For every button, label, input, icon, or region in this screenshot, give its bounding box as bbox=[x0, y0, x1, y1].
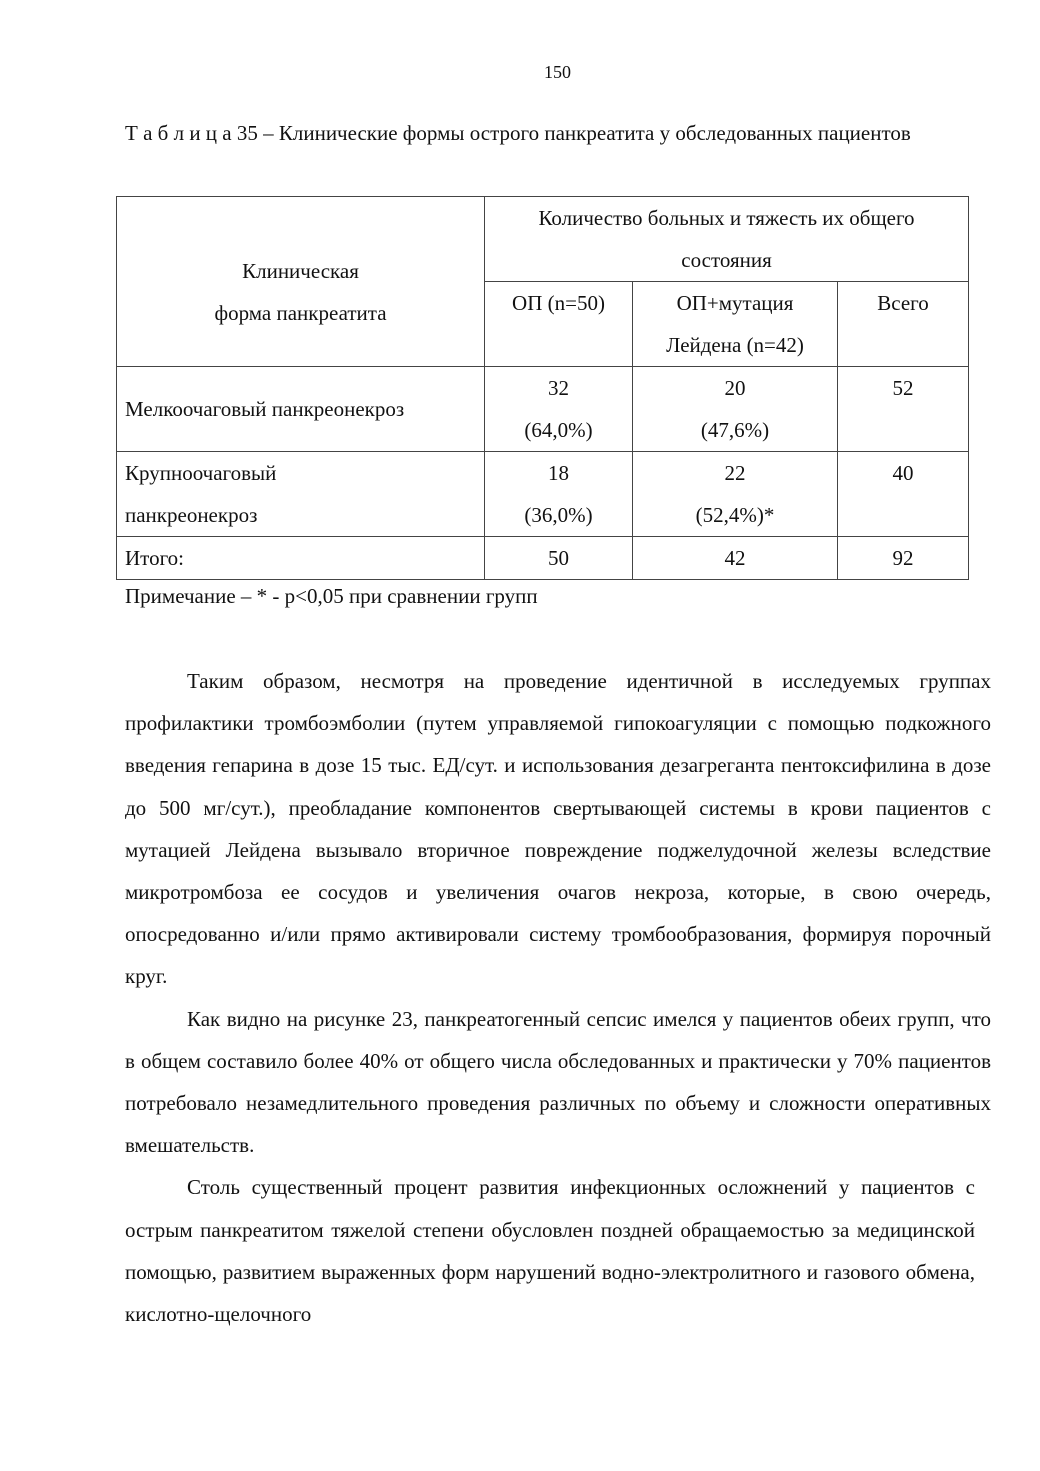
header-patients-group bbox=[485, 197, 969, 282]
page-number: 150 bbox=[544, 62, 571, 82]
body-text bbox=[125, 660, 991, 1335]
row-label bbox=[117, 452, 485, 537]
header-op-mutation-line2: Лейдена (n=42) bbox=[666, 333, 804, 357]
header-op-mutation-line1: ОП+мутация bbox=[676, 291, 794, 315]
op-value: 18 bbox=[548, 461, 569, 485]
header-total-label: Всего bbox=[877, 291, 929, 315]
mutation-cell bbox=[633, 367, 838, 452]
table-note: Примечание – * - р<0,05 при сравнении групп bbox=[125, 584, 538, 608]
total-row-label: Итого: bbox=[117, 537, 485, 580]
total-value: 52 bbox=[892, 376, 914, 400]
op-percent: (36,0%) bbox=[524, 503, 593, 527]
row-label bbox=[117, 367, 485, 452]
mutation-value: 22 bbox=[724, 461, 746, 485]
total-value: 40 bbox=[892, 461, 914, 485]
mutation-cell bbox=[633, 452, 838, 537]
mutation-value: 20 bbox=[724, 376, 746, 400]
total-cell bbox=[838, 367, 969, 452]
header-patients-group-line1: Количество больных и тяжесть их общего bbox=[538, 206, 915, 230]
mutation-percent: (52,4%)* bbox=[695, 503, 775, 527]
op-cell bbox=[485, 452, 633, 537]
header-patients-group-line2: состояния bbox=[681, 248, 772, 272]
header-op-label: ОП (n=50) bbox=[512, 291, 605, 315]
header-clinical-form bbox=[117, 197, 485, 367]
mutation-percent: (47,6%) bbox=[700, 418, 770, 442]
op-percent: (64,0%) bbox=[524, 418, 593, 442]
clinical-forms-table bbox=[116, 196, 969, 580]
total-row-mutation: 42 bbox=[633, 537, 838, 580]
table-caption: Т а б л и ц а 35 – Клинические формы острого панкреатита у обследованных пациентов bbox=[125, 121, 911, 145]
table-row bbox=[117, 367, 969, 452]
paragraph: Как видно на рисунке 23, панкреатогенный сепсис имелся у пациентов обеих групп, что в общем составило более 40% от общего числа обследованных и практически у 70% пациентов потребовало незамедлительного проведения различных по объему и сложности оперативных вмешательств. bbox=[125, 1006, 991, 1158]
row-label-line1: Крупноочаговый bbox=[125, 461, 277, 485]
table-row bbox=[117, 452, 969, 537]
header-clinical-form-line2: форма панкреатита bbox=[214, 301, 387, 325]
header-op-mutation bbox=[633, 282, 838, 367]
row-label-line1: Мелкоочаговый панкреонекроз bbox=[125, 397, 405, 421]
header-total bbox=[838, 282, 969, 367]
paragraph: Столь существенный процент развития инфекционных осложнений у пациентов с острым панкреатитом тяжелой степени обусловлен поздней обращаемостью за медицинской помощью, развитием выраженных форм нарушений водно-электролитного и газового обмена, кислотно-щелочного bbox=[125, 1175, 975, 1327]
header-clinical-form-line1: Клиническая bbox=[242, 259, 359, 283]
table-total-row bbox=[117, 537, 969, 580]
op-cell bbox=[485, 367, 633, 452]
row-label-line2: панкреонекроз bbox=[125, 503, 258, 527]
header-op bbox=[485, 282, 633, 367]
op-value: 32 bbox=[548, 376, 569, 400]
total-cell bbox=[838, 452, 969, 537]
total-row-op: 50 bbox=[485, 537, 633, 580]
total-row-total: 92 bbox=[838, 537, 969, 580]
paragraph: Таким образом, несмотря на проведение идентичной в исследуемых группах профилактики тромбоэмболии (путем управляемой гипокоагуляции с помощью подкожного введения гепарина в дозе 15 тыс. ЕД/сут. и использования дезагреганта пентоксифилина в дозе до 500 мг/сут.), преобладание компонентов свертывающей системы в крови пациентов с мутацией Лейдена вызывало вторичное повреждение поджелудочной железы вследствие микротромбоза ее сосудов и увеличения очагов некроза, которые, в свою очередь, опосредованно и/или прямо активировали систему тромбообразования, формируя порочный круг. bbox=[125, 669, 991, 989]
